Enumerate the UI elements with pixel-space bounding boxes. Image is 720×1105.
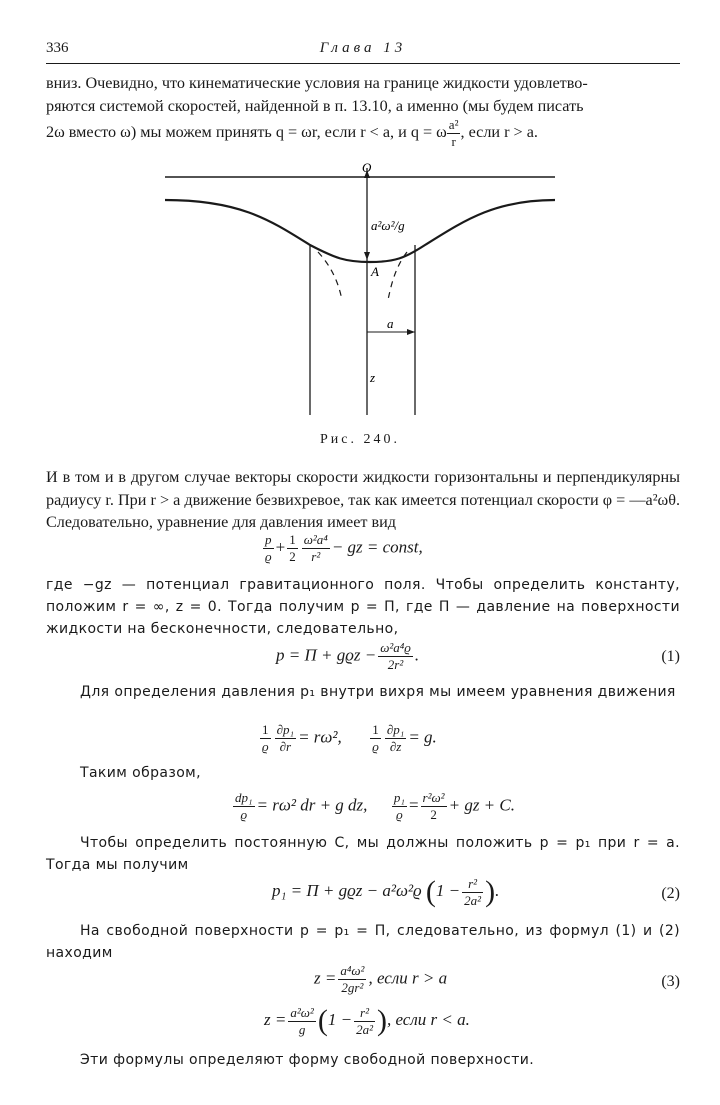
- figure-240: [160, 160, 560, 420]
- figure-free-surface: [165, 200, 555, 262]
- eq-b-num: ω²a⁴: [303, 532, 328, 547]
- intro-line-1: вниз. Очевидно, что кинематические условия на границе жидкости удовлетво-: [46, 74, 588, 92]
- equation-2: [46, 875, 680, 915]
- eq-m-dr: ∂r: [275, 738, 296, 755]
- eq3-den: 2gr²: [338, 979, 366, 996]
- eq-d-rho-b: ϱ: [392, 806, 407, 823]
- eq1-number: (1): [661, 648, 680, 665]
- intro-frac-den: r: [447, 133, 461, 150]
- eq4-den2: 2a²: [356, 1021, 373, 1037]
- equation-3: [46, 963, 680, 1003]
- equation-motion: [46, 722, 680, 762]
- figure-radius-arrow: [407, 329, 415, 335]
- eq-m-rho-a: ϱ: [262, 739, 269, 754]
- eq-d-p1: p₁: [393, 790, 405, 805]
- equation-differential: $\frac{\text{dp₁}}{ϱ}$ = rω² dr + g dz, $\frac{\text{p₁}}{ϱ}$ = $\frac{\text{r²ω²}}{2}$ + gz + C.: [235, 790, 515, 822]
- header-rule: [46, 63, 680, 64]
- figure-label-a-radius: a: [387, 316, 394, 331]
- eq-d-dp1: dp₁: [235, 790, 253, 805]
- equation-4: [46, 1004, 680, 1044]
- eq4-cond: , если r < a.: [386, 1009, 470, 1029]
- eq-b-p: p: [265, 532, 272, 547]
- intro-line-2: ряются системой скоростей, найденной в п. 13.10, а именно (мы будем писать: [46, 96, 584, 115]
- eq-m-one-a: 1: [262, 722, 269, 737]
- figure-label-z: z: [370, 370, 376, 385]
- intro-paragraph: [46, 72, 680, 150]
- chapter-title: Глава 13: [319, 40, 407, 56]
- page-number: 336: [46, 40, 69, 56]
- eq-m-rhs1: = rω²,: [298, 727, 342, 747]
- eq-m-dp1-b: ∂p₁: [386, 722, 405, 737]
- eq-m-one-b: 1: [372, 722, 379, 737]
- eq-d-rho-a: ϱ: [233, 806, 255, 823]
- intro-line-3-tail: , если r > a.: [460, 123, 538, 142]
- paragraph-5: Чтобы определить постоянную C, мы должны положить p = p₁ при r = a. Тогда мы получим: [46, 835, 680, 873]
- equation-bernoulli: $\frac{p}{ϱ}$ + $\frac{1}{2}$ $\frac{\text{ω²a⁴}}{\text{r²}}$ − gz = const,: [265, 532, 423, 564]
- eq-d-two: 2: [421, 806, 447, 823]
- eq-d-tail: + gz + C.: [448, 795, 515, 815]
- page-header: [46, 40, 680, 64]
- intro-frac-num: a²: [448, 117, 459, 132]
- eq-b-tail: − gz = const,: [331, 537, 423, 557]
- figure-dashed-curve-left: [318, 252, 342, 300]
- eq4-num: a²ω²: [290, 1004, 314, 1020]
- eq2-number: (2): [661, 885, 680, 902]
- eq2-close: ): [485, 875, 496, 908]
- figure-label-o: O: [362, 160, 372, 175]
- figure-arrow-bottom: [364, 252, 370, 260]
- paragraph-3: Для определения давления p₁ внутри вихря мы имеем уравнения движения: [80, 684, 676, 700]
- paragraph-1: И в том и в другом случае векторы скорости жидкости горизонтальны и перпендикулярны радиусу r. При r > a движение безвихревое, так как имеется потенциал скорости φ = —a²ωθ. Следовательно, уравнение для давления имеет вид: [46, 468, 680, 531]
- eq4-num2: r²: [360, 1004, 369, 1020]
- eq4-den: g: [288, 1021, 315, 1038]
- eq2-num: r²: [468, 875, 478, 891]
- figure-label-depth: a²ω²/g: [371, 218, 405, 233]
- eq3-num: a⁴ω²: [340, 963, 365, 978]
- eq-b-two: 2: [289, 549, 296, 564]
- eq-m-dz: ∂z: [385, 738, 406, 755]
- eq3-lhs: z =: [314, 968, 337, 988]
- eq3-cond: , если r > a: [368, 968, 448, 988]
- eq1-lhs: p = Π + gϱz −: [276, 645, 377, 665]
- eq-b-one: 1: [289, 532, 296, 547]
- intro-line-3: 2ω вместо ω) мы можем принять q = ωr, если r < a, и q = ω: [46, 123, 447, 142]
- eq4-lhs: z =: [264, 1009, 287, 1029]
- eq-m-rhs2: = g.: [408, 727, 437, 747]
- eq-b-rho: ϱ: [265, 549, 272, 564]
- eq4-one-minus: 1 −: [327, 1009, 353, 1029]
- paragraph-6: На свободной поверхности p = p₁ = Π, следовательно, из формул (1) и (2) находим: [46, 923, 680, 961]
- eq2-one-minus: 1 −: [435, 880, 461, 900]
- eq2-den: 2a²: [464, 892, 482, 908]
- eq1-den: 2r²: [378, 656, 413, 673]
- eq4-open: (: [317, 1004, 328, 1037]
- eq2-dot: .: [495, 880, 500, 900]
- paragraph-7: Эти формулы определяют форму свободной поверхности.: [80, 1052, 535, 1068]
- eq1-dot: .: [414, 645, 420, 665]
- eq-d-mid: = rω² dr + g dz,: [256, 795, 368, 815]
- eq1-num: ω²a⁴ϱ: [380, 640, 411, 655]
- paragraph-2: где −gz — потенциал гравитационного поля. Чтобы определить константу, положим r = ∞, z = 0. Тогда получим p = Π, где Π — давление на поверхности жидкости на бесконечности, следовательно,: [46, 577, 680, 637]
- figure-label-a-point: A: [371, 264, 379, 279]
- eq-b-den: r²: [302, 548, 330, 565]
- eq-m-rho-b: ϱ: [372, 739, 379, 754]
- eq4-close: ): [376, 1004, 387, 1037]
- eq2-open: (: [425, 875, 436, 908]
- figure-caption: Рис. 240.: [320, 432, 400, 447]
- eq3-number: (3): [661, 973, 680, 990]
- eq-d-num: r²ω²: [422, 790, 445, 805]
- paragraph-4: Таким образом,: [80, 765, 201, 781]
- eq2-lhs: p₁ = Π + gϱz − a²ω²ϱ: [272, 880, 422, 900]
- equation-1: [46, 640, 680, 680]
- eq-m-dp1-a: ∂p₁: [276, 722, 295, 737]
